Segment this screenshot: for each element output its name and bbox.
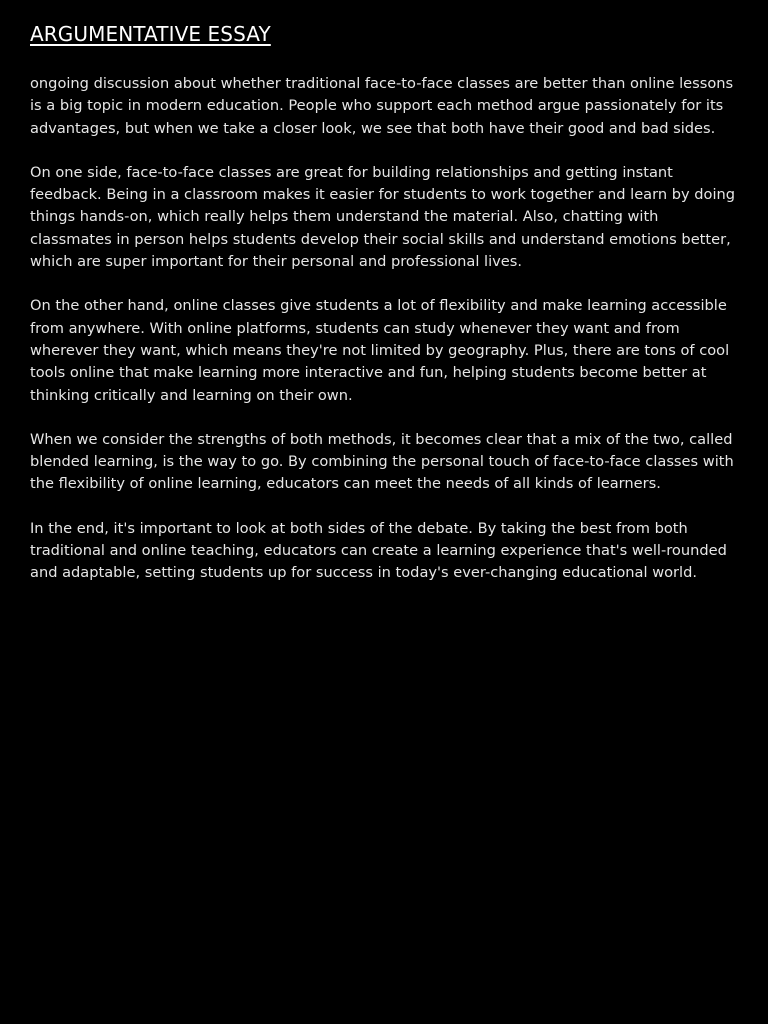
essay-paragraph-5: In the end, it's important to look at both sides of the debate. By taking the best from both traditional and online teaching, educators can create a learning experience that's well-rounded and adaptable, setting students up for success in today's ever-changing educational world. <box>30 519 727 582</box>
essay-page <box>30 20 742 607</box>
essay-body <box>30 73 742 585</box>
essay-paragraph-1: ongoing discussion about whether traditional face-to-face classes are better than online lessons is a big topic in modern education. People who support each method argue passionately for its advantages, but when we take a closer look, we see that both have their good and bad sides. <box>30 75 734 137</box>
essay-title: ARGUMENTATIVE ESSAY <box>30 22 271 46</box>
essay-paragraph-2: On one side, face-to-face classes are great for building relationships and getting instant feedback. Being in a classroom makes it easier for students to work together and learn by doing things hands-on, which really helps them understand the material. Also, chatting with classmates in person helps students develop their social skills and understand emotions better, which are super important for their personal and professional lives. <box>30 163 736 271</box>
essay-paragraph-4: When we consider the strengths of both methods, it becomes clear that a mix of the two, called blended learning, is the way to go. By combining the personal touch of face-to-face classes with the flexibility of online learning, educators can meet the needs of all kinds of learners. <box>30 430 734 493</box>
essay-paragraph-3: On the other hand, online classes give students a lot of flexibility and make learning accessible from anywhere. With online platforms, students can study whenever they want and from wherever they want, which means they're not limited by geography. Plus, there are tons of cool tools online that make learning more interactive and fun, helping students become better at thinking critically and learning on their own. <box>30 297 730 404</box>
